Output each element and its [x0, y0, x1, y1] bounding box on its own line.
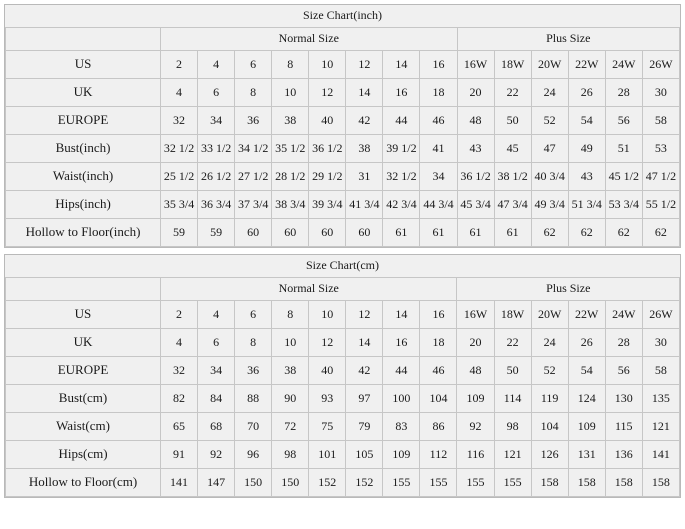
cell-value: 155: [494, 469, 531, 497]
cell-value: 96: [235, 441, 272, 469]
cell-value: 14: [383, 301, 420, 329]
cell-value: 20W: [531, 51, 568, 79]
cell-value: 16: [383, 329, 420, 357]
size-table-cm: [5, 255, 680, 497]
cell-value: 31: [346, 163, 383, 191]
table-row: [6, 329, 680, 357]
row-label-waist: Waist(cm): [6, 413, 161, 441]
cell-value: 37 3/4: [235, 191, 272, 219]
cell-value: 105: [346, 441, 383, 469]
cell-value: 38: [272, 357, 309, 385]
cell-value: 136: [605, 441, 642, 469]
cell-value: 30: [642, 79, 679, 107]
cell-value: 119: [531, 385, 568, 413]
cell-value: 60: [272, 219, 309, 247]
cell-value: 158: [642, 469, 679, 497]
cell-value: 43: [457, 135, 494, 163]
cell-value: 91: [160, 441, 197, 469]
table-title-row: [6, 255, 680, 278]
cell-value: 84: [198, 385, 235, 413]
cell-value: 150: [272, 469, 309, 497]
cell-value: 33 1/2: [198, 135, 235, 163]
row-label-us: US: [6, 301, 161, 329]
cell-value: 50: [494, 107, 531, 135]
cell-value: 49 3/4: [531, 191, 568, 219]
cell-value: 16W: [457, 301, 494, 329]
table-row: [6, 191, 680, 219]
cell-value: 97: [346, 385, 383, 413]
cell-value: 34 1/2: [235, 135, 272, 163]
cell-value: 152: [309, 469, 346, 497]
cell-value: 35 3/4: [161, 191, 198, 219]
cell-value: 39 3/4: [309, 191, 346, 219]
cell-value: 20W: [531, 301, 568, 329]
cell-value: 26 1/2: [198, 163, 235, 191]
group-header-blank: [6, 278, 161, 301]
cell-value: 62: [568, 219, 605, 247]
table-group-row: [6, 28, 680, 51]
cell-value: 47: [531, 135, 568, 163]
cell-value: 27 1/2: [235, 163, 272, 191]
cell-value: 48: [457, 107, 494, 135]
cell-value: 22W: [568, 301, 605, 329]
cell-value: 12: [346, 51, 383, 79]
cell-value: 46: [420, 357, 457, 385]
cell-value: 6: [198, 329, 235, 357]
cell-value: 155: [383, 469, 420, 497]
cell-value: 43: [568, 163, 605, 191]
cell-value: 28: [605, 329, 642, 357]
cell-value: 126: [531, 441, 568, 469]
cell-value: 45 1/2: [605, 163, 642, 191]
cell-value: 83: [383, 413, 420, 441]
cell-value: 68: [198, 413, 235, 441]
row-label-bust: Bust(cm): [6, 385, 161, 413]
cell-value: 12: [309, 79, 346, 107]
cell-value: 56: [605, 107, 642, 135]
cell-value: 46: [420, 107, 457, 135]
cell-value: 62: [642, 219, 679, 247]
cell-value: 6: [198, 79, 235, 107]
row-label-us: US: [6, 51, 161, 79]
cell-value: 98: [494, 413, 531, 441]
cell-value: 56: [605, 357, 642, 385]
cell-value: 114: [494, 385, 531, 413]
cell-value: 61: [494, 219, 531, 247]
table-row: [6, 469, 680, 497]
cell-value: 49: [568, 135, 605, 163]
cell-value: 54: [568, 357, 605, 385]
cell-value: 26: [568, 79, 605, 107]
cell-value: 79: [346, 413, 383, 441]
cell-value: 58: [642, 357, 679, 385]
row-label-europe: EUROPE: [6, 357, 161, 385]
cell-value: 32: [161, 107, 198, 135]
cell-value: 20: [457, 329, 494, 357]
cell-value: 26W: [642, 51, 679, 79]
cell-value: 61: [457, 219, 494, 247]
cell-value: 48: [457, 357, 494, 385]
cell-value: 158: [605, 469, 642, 497]
cell-value: 4: [160, 329, 197, 357]
cell-value: 100: [383, 385, 420, 413]
cell-value: 32: [160, 357, 197, 385]
table-row: [6, 441, 680, 469]
cell-value: 26: [568, 329, 605, 357]
cell-value: 16: [383, 79, 420, 107]
cell-value: 60: [309, 219, 346, 247]
cell-value: 38: [272, 107, 309, 135]
cell-value: 47 3/4: [494, 191, 531, 219]
cell-value: 8: [235, 329, 272, 357]
cell-value: 109: [457, 385, 494, 413]
cell-value: 115: [605, 413, 642, 441]
cell-value: 2: [161, 51, 198, 79]
cell-value: 28: [605, 79, 642, 107]
cell-value: 86: [420, 413, 457, 441]
row-label-hollow-to-floor: Hollow to Floor(cm): [6, 469, 161, 497]
cell-value: 34: [198, 107, 235, 135]
row-label-waist: Waist(inch): [6, 163, 161, 191]
cell-value: 40: [309, 107, 346, 135]
cell-value: 155: [420, 469, 457, 497]
table-title-row: [6, 5, 680, 28]
group-header-plus-size: Plus Size: [457, 28, 679, 51]
cell-value: 41: [420, 135, 457, 163]
cell-value: 22W: [568, 51, 605, 79]
cell-value: 20: [457, 79, 494, 107]
size-chart-inch: [4, 4, 681, 248]
cell-value: 53 3/4: [605, 191, 642, 219]
cell-value: 18: [420, 329, 457, 357]
table-group-row: [6, 278, 680, 301]
cell-value: 45: [494, 135, 531, 163]
cell-value: 16: [420, 301, 457, 329]
cell-value: 42: [346, 357, 383, 385]
cell-value: 109: [568, 413, 605, 441]
cell-value: 36 1/2: [457, 163, 494, 191]
row-label-bust: Bust(inch): [6, 135, 161, 163]
cell-value: 92: [198, 441, 235, 469]
size-table-inch: [5, 5, 680, 247]
cell-value: 6: [235, 51, 272, 79]
cell-value: 18: [420, 79, 457, 107]
cell-value: 35 1/2: [272, 135, 309, 163]
cell-value: 93: [309, 385, 346, 413]
cell-value: 18W: [494, 51, 531, 79]
cell-value: 34: [198, 357, 235, 385]
cell-value: 147: [198, 469, 235, 497]
cell-value: 14: [346, 329, 383, 357]
cell-value: 44 3/4: [420, 191, 457, 219]
cell-value: 38 1/2: [494, 163, 531, 191]
cell-value: 60: [235, 219, 272, 247]
cell-value: 16W: [457, 51, 494, 79]
cell-value: 24W: [605, 301, 642, 329]
cell-value: 152: [346, 469, 383, 497]
cell-value: 24: [531, 79, 568, 107]
cell-value: 112: [420, 441, 457, 469]
cell-value: 30: [642, 329, 679, 357]
cell-value: 130: [605, 385, 642, 413]
page-title: Size Chart(inch): [6, 5, 680, 28]
cell-value: 62: [605, 219, 642, 247]
cell-value: 72: [272, 413, 309, 441]
cell-value: 4: [198, 301, 235, 329]
cell-value: 41 3/4: [346, 191, 383, 219]
cell-value: 10: [272, 329, 309, 357]
cell-value: 18W: [494, 301, 531, 329]
cell-value: 44: [383, 107, 420, 135]
cell-value: 75: [309, 413, 346, 441]
row-label-uk: UK: [6, 79, 161, 107]
cell-value: 51: [605, 135, 642, 163]
cell-value: 158: [568, 469, 605, 497]
table-row: [6, 135, 680, 163]
table-row: [6, 163, 680, 191]
cell-value: 82: [160, 385, 197, 413]
cell-value: 16: [420, 51, 457, 79]
cell-value: 65: [160, 413, 197, 441]
cell-value: 42: [346, 107, 383, 135]
cell-value: 2: [160, 301, 197, 329]
cell-value: 52: [531, 107, 568, 135]
row-label-europe: EUROPE: [6, 107, 161, 135]
cell-value: 61: [383, 219, 420, 247]
cell-value: 29 1/2: [309, 163, 346, 191]
cell-value: 59: [161, 219, 198, 247]
cell-value: 25 1/2: [161, 163, 198, 191]
cell-value: 45 3/4: [457, 191, 494, 219]
cell-value: 28 1/2: [272, 163, 309, 191]
cell-value: 14: [346, 79, 383, 107]
cell-value: 116: [457, 441, 494, 469]
cell-value: 92: [457, 413, 494, 441]
cell-value: 32 1/2: [383, 163, 420, 191]
table-row: [6, 357, 680, 385]
cell-value: 50: [494, 357, 531, 385]
cell-value: 60: [346, 219, 383, 247]
cell-value: 47 1/2: [642, 163, 679, 191]
cell-value: 38: [346, 135, 383, 163]
cell-value: 26W: [642, 301, 679, 329]
table-row: [6, 107, 680, 135]
cell-value: 24W: [605, 51, 642, 79]
cell-value: 124: [568, 385, 605, 413]
cell-value: 10: [309, 301, 346, 329]
size-chart-cm: [4, 254, 681, 498]
cell-value: 39 1/2: [383, 135, 420, 163]
row-label-hips: Hips(inch): [6, 191, 161, 219]
cell-value: 38 3/4: [272, 191, 309, 219]
cell-value: 70: [235, 413, 272, 441]
cell-value: 4: [161, 79, 198, 107]
cell-value: 61: [420, 219, 457, 247]
cell-value: 101: [309, 441, 346, 469]
cell-value: 22: [494, 79, 531, 107]
cell-value: 34: [420, 163, 457, 191]
row-label-uk: UK: [6, 329, 161, 357]
cell-value: 155: [457, 469, 494, 497]
page-title: Size Chart(cm): [6, 255, 680, 278]
cell-value: 104: [531, 413, 568, 441]
cell-value: 40: [309, 357, 346, 385]
cell-value: 59: [198, 219, 235, 247]
cell-value: 131: [568, 441, 605, 469]
cell-value: 141: [160, 469, 197, 497]
cell-value: 54: [568, 107, 605, 135]
cell-value: 150: [235, 469, 272, 497]
cell-value: 6: [235, 301, 272, 329]
cell-value: 90: [272, 385, 309, 413]
cell-value: 44: [383, 357, 420, 385]
cell-value: 135: [642, 385, 679, 413]
row-label-hollow-to-floor: Hollow to Floor(inch): [6, 219, 161, 247]
cell-value: 8: [235, 79, 272, 107]
cell-value: 32 1/2: [161, 135, 198, 163]
table-row: [6, 413, 680, 441]
cell-value: 55 1/2: [642, 191, 679, 219]
group-header-blank: [6, 28, 161, 51]
cell-value: 121: [494, 441, 531, 469]
table-row: [6, 385, 680, 413]
cell-value: 51 3/4: [568, 191, 605, 219]
cell-value: 36 1/2: [309, 135, 346, 163]
cell-value: 158: [531, 469, 568, 497]
table-row: [6, 301, 680, 329]
cell-value: 121: [642, 413, 679, 441]
row-label-hips: Hips(cm): [6, 441, 161, 469]
cell-value: 12: [309, 329, 346, 357]
cell-value: 40 3/4: [531, 163, 568, 191]
cell-value: 10: [272, 79, 309, 107]
cell-value: 98: [272, 441, 309, 469]
cell-value: 12: [346, 301, 383, 329]
group-header-plus-size: Plus Size: [457, 278, 680, 301]
cell-value: 8: [272, 51, 309, 79]
cell-value: 104: [420, 385, 457, 413]
cell-value: 141: [642, 441, 679, 469]
table-row: [6, 51, 680, 79]
cell-value: 36: [235, 107, 272, 135]
cell-value: 58: [642, 107, 679, 135]
cell-value: 10: [309, 51, 346, 79]
cell-value: 52: [531, 357, 568, 385]
cell-value: 109: [383, 441, 420, 469]
table-row: [6, 219, 680, 247]
cell-value: 14: [383, 51, 420, 79]
cell-value: 53: [642, 135, 679, 163]
cell-value: 88: [235, 385, 272, 413]
group-header-normal-size: Normal Size: [161, 28, 458, 51]
group-header-normal-size: Normal Size: [160, 278, 457, 301]
cell-value: 36: [235, 357, 272, 385]
cell-value: 42 3/4: [383, 191, 420, 219]
table-row: [6, 79, 680, 107]
cell-value: 22: [494, 329, 531, 357]
cell-value: 8: [272, 301, 309, 329]
cell-value: 36 3/4: [198, 191, 235, 219]
cell-value: 4: [198, 51, 235, 79]
cell-value: 62: [531, 219, 568, 247]
cell-value: 24: [531, 329, 568, 357]
